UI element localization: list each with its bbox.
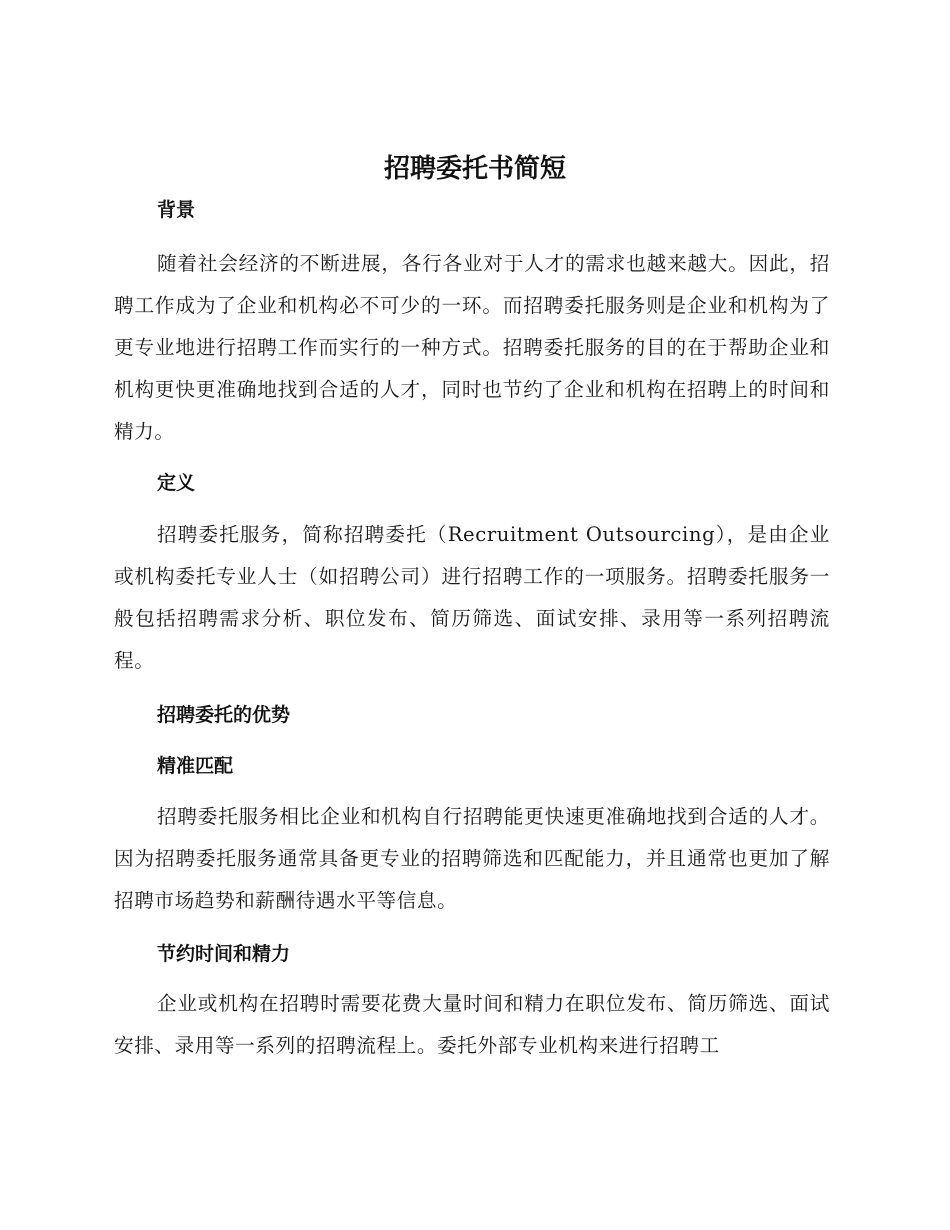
paragraph-save-time: 企业或机构在招聘时需要花费大量时间和精力在职位发布、简历筛选、面试安排、录用等一系列的招聘流程上。委托外部专业机构来进行招聘工 [114, 992, 830, 1057]
section-heading-save-time: 节约时间和精力 [157, 943, 291, 965]
section-heading-advantages: 招聘委托的优势 [157, 704, 291, 726]
document-title: 招聘委托书简短 [383, 154, 566, 184]
paragraph-precise-matching: 招聘委托服务相比企业和机构自行招聘能更快速更准确地找到合适的人才。因为招聘委托服务通常具备更专业的招聘筛选和匹配能力，并且通常也更加了解招聘市场趋势和薪酬待遇水平等信息。 [114, 805, 830, 912]
section-heading-background: 背景 [157, 199, 196, 221]
paragraph-definition: 招聘委托服务，简称招聘委托（Recruitment Outsourcing），是由企业或机构委托专业人士（如招聘公司）进行招聘工作的一项服务。招聘委托服务一般包括招聘需求分析、职位发布、简历筛选、面试安排、录用等一系列招聘流程。 [114, 523, 830, 672]
section-heading-precise-matching: 精准匹配 [157, 755, 234, 777]
paragraph-background: 随着社会经济的不断进展，各行各业对于人才的需求也越来越大。因此，招聘工作成为了企业和机构必不可少的一环。而招聘委托服务则是企业和机构为了更专业地进行招聘工作而实行的一种方式。招聘委托服务的目的在于帮助企业和机构更快更准确地找到合适的人才，同时也节约了企业和机构在招聘上的时间和精力。 [114, 252, 830, 443]
section-heading-definition: 定义 [157, 472, 196, 494]
